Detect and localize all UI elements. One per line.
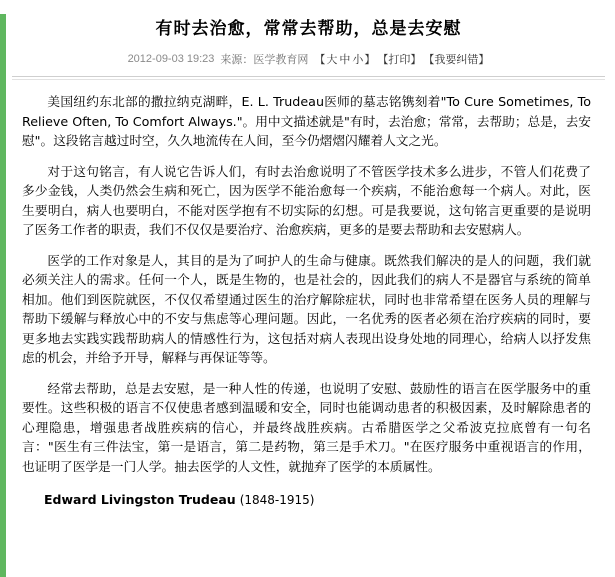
source-label xyxy=(220,51,308,67)
correct-group xyxy=(423,51,489,67)
article-meta-bar xyxy=(12,51,605,77)
paragraph: 医学的工作对象是人，其目的是为了呵护人的生命与健康。既然我们解决的是人的问题，我们就必须关注人的需求。任何一个人，既是生物的，也是社会的，因此我们的病人不是器官与系统的简单相加。他们到医院就医，不仅仅希望通过医生的治疗解除症状，同时也非常希望在医务人员的理解与帮助下缓解与释放心中的不安与焦虑等心理问题。因此，一名优秀的医者必须在治疗疾病的同时，要更多地去实践实践帮助病人的情感性行为，这包括对病人表现出设身处地的同理心，给病人以抒发焦虑的机会，并给予开导，解释与再保证等等。 xyxy=(22,252,591,365)
signature-name: Edward Livingston Trudeau xyxy=(44,492,236,507)
paragraph: 对于这句铭言，有人说它告诉人们，有时去治愈说明了不管医学技术多么进步，不管人们花费了多少金钱，人类仍然会生病和死亡，因为医学不能治愈每一个疾病，不能治愈每一个病人。对此，医生要明白，病人也要明白，不能对医学抱有不切实际的幻想。可是我要说，这句铭言更重要的是说明了医务工作者的职责，我们不仅仅是要治疗、治愈疾病，更多的是要去帮助和去安慰病人。 xyxy=(22,163,591,237)
meta-actions xyxy=(314,51,489,67)
article-body xyxy=(12,80,605,507)
correct-bracket-close: 】 xyxy=(478,54,490,66)
report-error-button[interactable]: 我要纠错 xyxy=(434,54,479,66)
source-text: 来源： xyxy=(220,54,254,66)
bracket-close: 】 xyxy=(364,54,376,66)
paragraph: 美国纽约东北部的撒拉纳克湖畔，E. L. Trudeau医师的墓志铭镌刻着"To Cure Sometimes, To Relieve Often, To Comfort Always."。用中文描述就是"有时，去治愈；常常，去帮助；总是，去安慰"。这段铭言越过时空，久久地流传在人间，至今仍熠熠闪耀着人文之光。 xyxy=(22,94,591,148)
top-divider xyxy=(6,14,615,17)
article-signature xyxy=(22,492,591,507)
print-bracket-open: 【 xyxy=(377,54,389,66)
correct-bracket-open: 【 xyxy=(423,54,435,66)
page-title: 有时去治愈，常常去帮助，总是去安慰 xyxy=(155,19,462,39)
signature-years: (1848-1915) xyxy=(239,493,315,507)
print-button[interactable]: 打印 xyxy=(388,54,411,66)
print-group xyxy=(377,51,421,67)
font-size-small-button[interactable]: 小 xyxy=(352,54,364,66)
font-size-large-button[interactable]: 大 xyxy=(326,54,338,66)
article-page xyxy=(0,14,615,577)
font-size-controls xyxy=(314,51,375,67)
bracket-open: 【 xyxy=(314,54,326,66)
paragraph: 经常去帮助，总是去安慰，是一种人性的传递，也说明了安慰、鼓励性的语言在医学服务中的重要性。这些积极的语言不仅使患者感到温暖和安全，同时也能调动患者的积极因素，及时解除患者的心理隐患，增强患者战胜疾病的信心，并最终战胜疾病。古希腊医学之父希波克拉底曾有一句名言："医生有三件法宝，第一是语言，第二是药物，第三是手术刀。"在医疗服务中重视语言的作用，也证明了医学是一门人学。抽去医学的人文性，就抛弃了医学的本质属性。 xyxy=(22,380,591,474)
source-link[interactable]: 医学教育网 xyxy=(253,54,309,66)
print-bracket-close: 】 xyxy=(410,54,422,66)
publish-date: 2012-09-03 19:23 xyxy=(127,53,215,65)
font-size-medium-button[interactable]: 中 xyxy=(339,54,351,66)
article-content xyxy=(6,14,615,507)
